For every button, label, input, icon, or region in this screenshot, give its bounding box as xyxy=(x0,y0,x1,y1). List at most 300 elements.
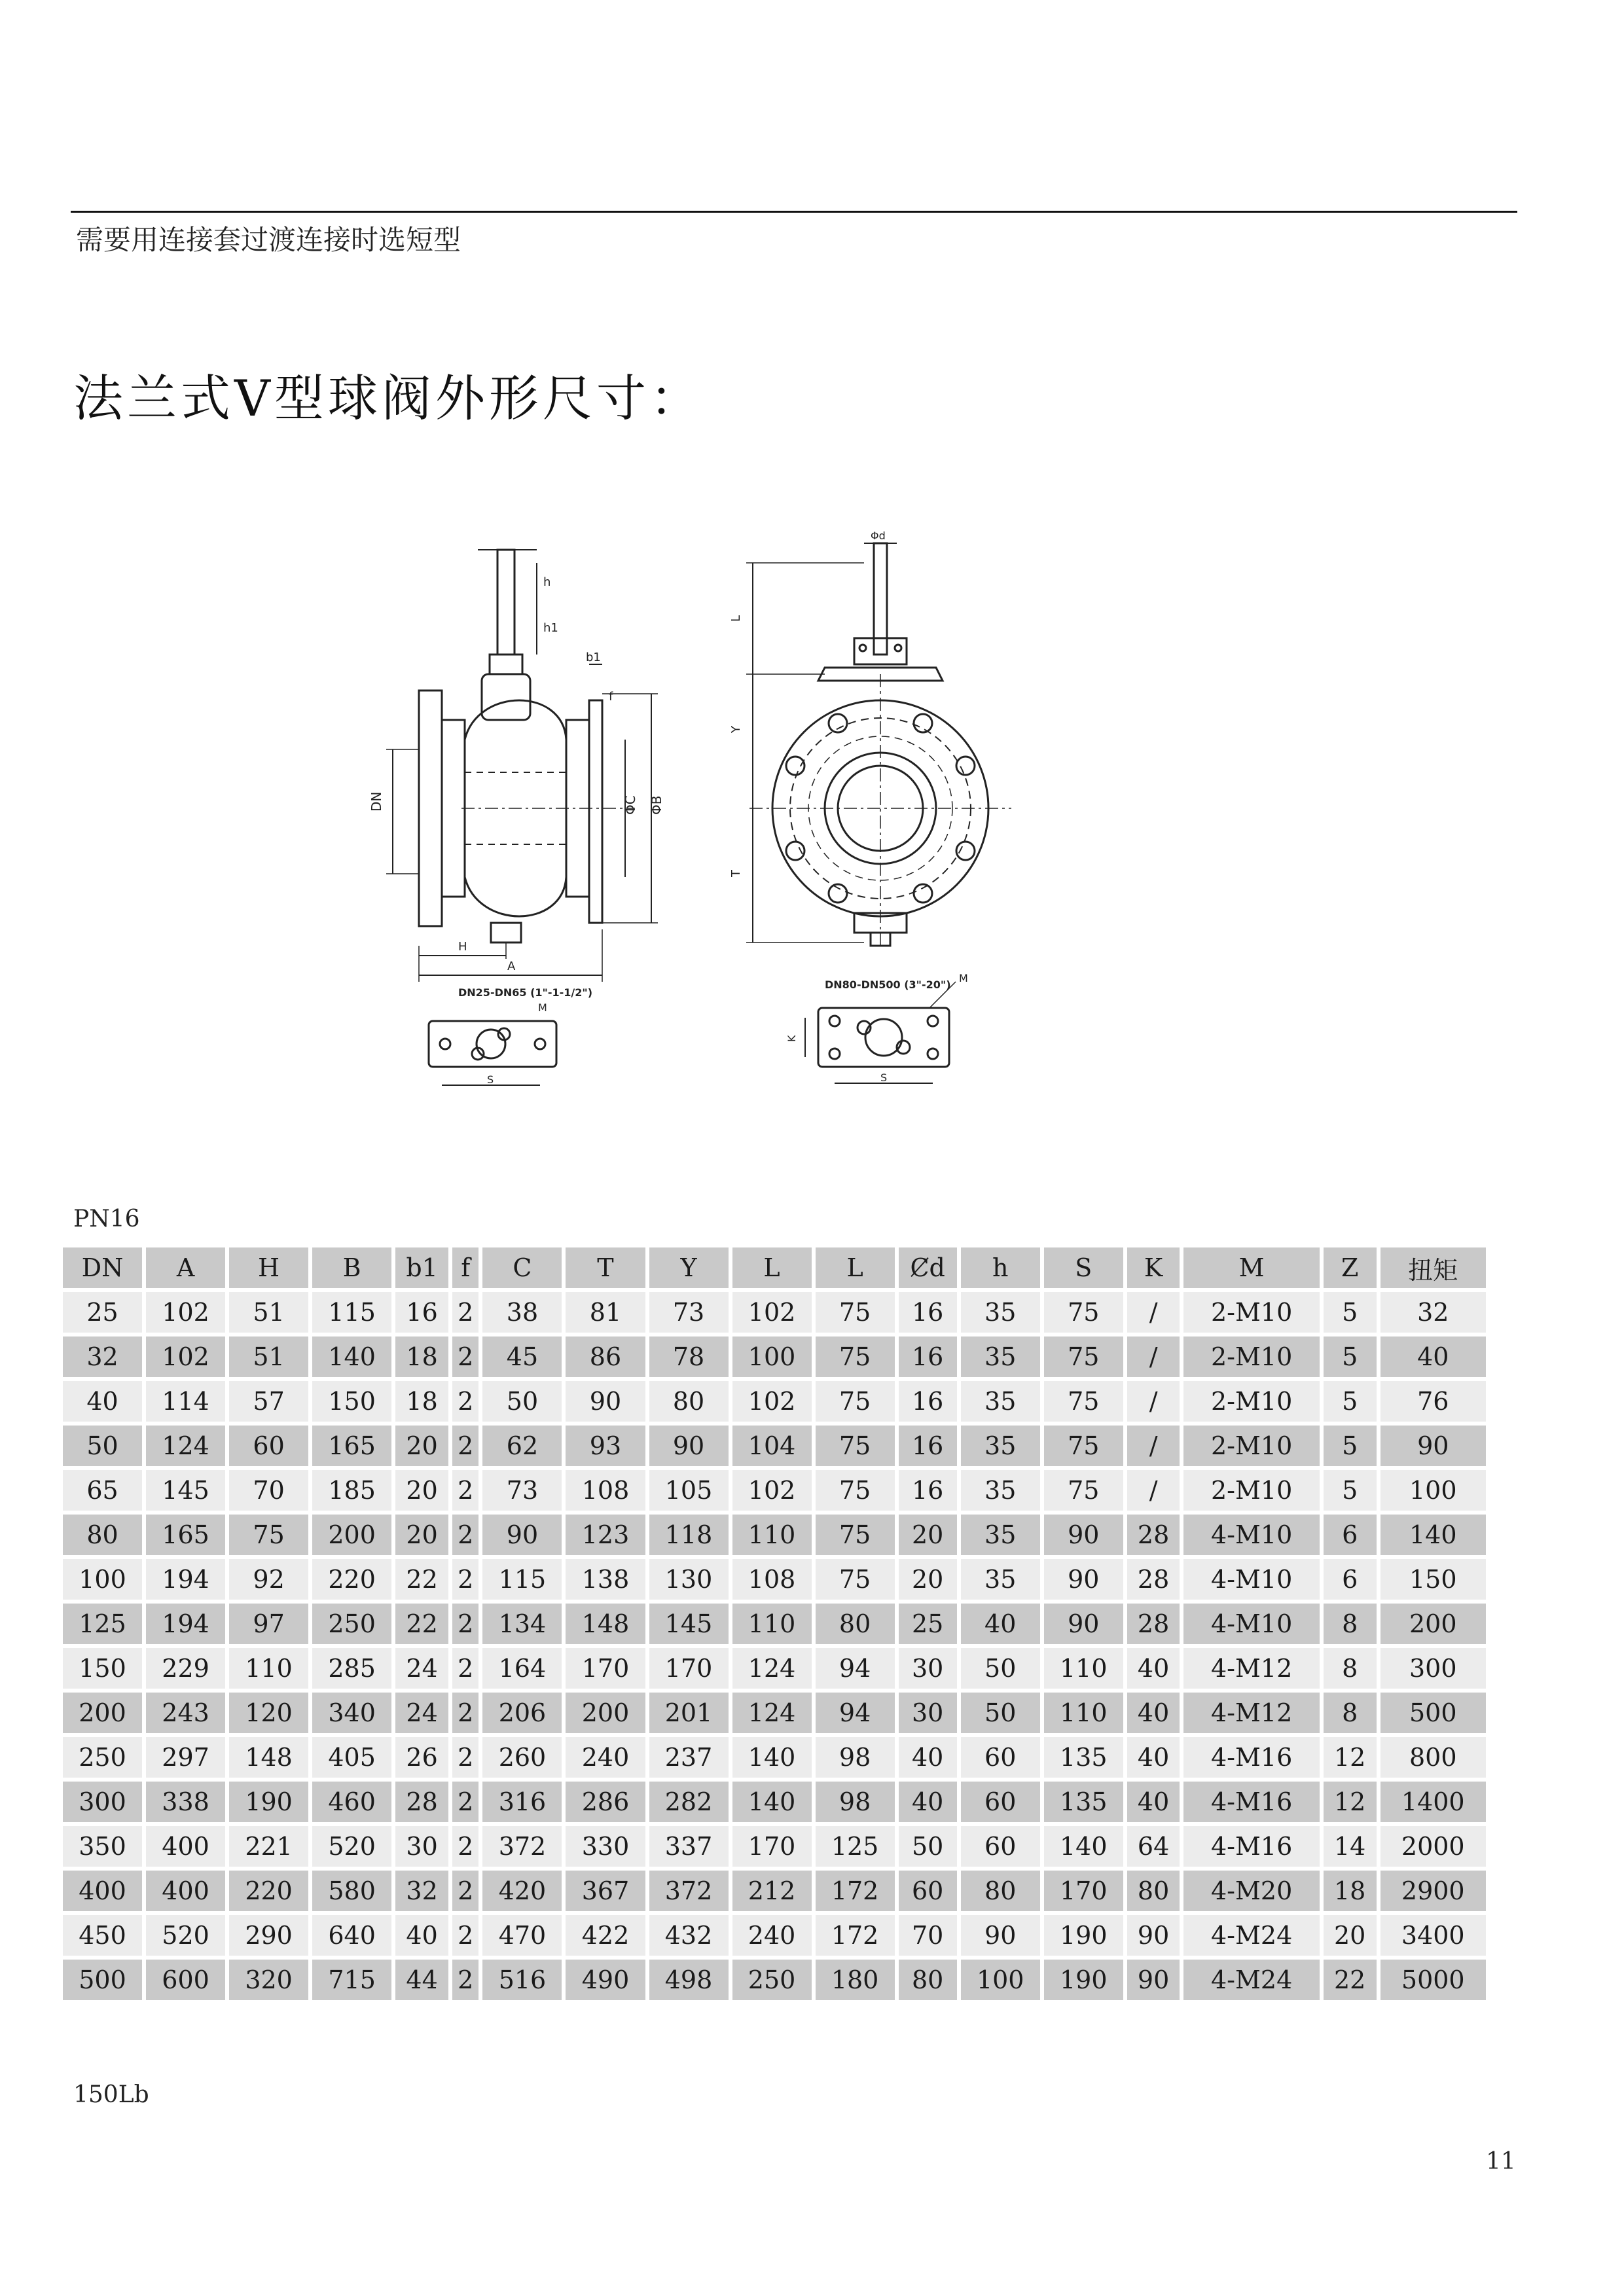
table-cell: 16 xyxy=(899,1381,957,1422)
table-cell: 180 xyxy=(816,1960,895,2000)
table-cell: 1400 xyxy=(1380,1782,1486,1822)
dim-dn: DN xyxy=(369,791,384,812)
table-cell: 108 xyxy=(566,1470,645,1511)
table-cell: 35 xyxy=(961,1470,1040,1511)
section-label-pn16: PN16 xyxy=(73,1206,140,1232)
table-cell: 8 xyxy=(1324,1693,1377,1733)
table-cell: 20 xyxy=(899,1559,957,1600)
table-cell: 520 xyxy=(312,1826,391,1867)
table-cell: 286 xyxy=(566,1782,645,1822)
table-row xyxy=(63,1426,1486,1466)
table-cell: 110 xyxy=(732,1515,812,1555)
table-cell: 70 xyxy=(899,1915,957,1956)
table-cell: 30 xyxy=(395,1826,448,1867)
table-cell: 170 xyxy=(1044,1871,1123,1911)
table-cell: 148 xyxy=(566,1604,645,1644)
table-row xyxy=(63,1782,1486,1822)
table-cell: 30 xyxy=(899,1648,957,1689)
table-cell: 420 xyxy=(482,1871,562,1911)
table-cell: 22 xyxy=(395,1559,448,1600)
table-cell: 22 xyxy=(1324,1960,1377,2000)
dim-h: h xyxy=(543,575,551,589)
table-header-cell: Ȼd xyxy=(899,1247,957,1288)
table-cell: 460 xyxy=(312,1782,391,1822)
table-cell: 5 xyxy=(1324,1470,1377,1511)
table-cell: 102 xyxy=(146,1336,225,1377)
table-cell: 221 xyxy=(229,1826,308,1867)
table-cell: 2 xyxy=(452,1960,478,2000)
table-cell: / xyxy=(1127,1336,1180,1377)
table-cell: 93 xyxy=(566,1426,645,1466)
table-header-cell: f xyxy=(452,1247,478,1288)
table-cell: 2 xyxy=(452,1604,478,1644)
table-cell: 243 xyxy=(146,1693,225,1733)
table-cell: 60 xyxy=(961,1737,1040,1778)
dim-h1: h1 xyxy=(543,621,558,635)
table-cell: 75 xyxy=(1044,1470,1123,1511)
table-cell: 70 xyxy=(229,1470,308,1511)
table-cell: 40 xyxy=(1127,1693,1180,1733)
table-cell: 60 xyxy=(229,1426,308,1466)
table-cell: 123 xyxy=(566,1515,645,1555)
table-body xyxy=(63,1292,1486,2000)
table-cell: 400 xyxy=(146,1871,225,1911)
table-cell: 14 xyxy=(1324,1826,1377,1867)
table-cell: 97 xyxy=(229,1604,308,1644)
table-cell: 102 xyxy=(732,1381,812,1422)
table-header-cell: T xyxy=(566,1247,645,1288)
table-cell: 40 xyxy=(1127,1648,1180,1689)
table-cell: 78 xyxy=(649,1336,729,1377)
table-cell: 40 xyxy=(1127,1737,1180,1778)
table-cell: 28 xyxy=(1127,1604,1180,1644)
table-row xyxy=(63,1336,1486,1377)
table-cell: 94 xyxy=(816,1648,895,1689)
table-cell: 110 xyxy=(732,1604,812,1644)
table-cell: 185 xyxy=(312,1470,391,1511)
table-cell: 35 xyxy=(961,1515,1040,1555)
table-cell: 140 xyxy=(1380,1515,1486,1555)
table-cell: 4-M16 xyxy=(1183,1737,1319,1778)
table-cell: 150 xyxy=(63,1648,142,1689)
table-cell: 172 xyxy=(816,1915,895,1956)
table-cell: 50 xyxy=(961,1648,1040,1689)
table-cell: 5000 xyxy=(1380,1960,1486,2000)
table-cell: 114 xyxy=(146,1381,225,1422)
table-header-cell: H xyxy=(229,1247,308,1288)
table-cell: 80 xyxy=(899,1960,957,2000)
dim-A: A xyxy=(507,960,516,973)
table-header-cell: 扭矩 xyxy=(1380,1247,1486,1288)
table-cell: 2-M10 xyxy=(1183,1381,1319,1422)
table-cell: 25 xyxy=(899,1604,957,1644)
table-header-cell: b1 xyxy=(395,1247,448,1288)
table-cell: 20 xyxy=(899,1515,957,1555)
table-cell: 350 xyxy=(63,1826,142,1867)
table-cell: 115 xyxy=(482,1559,562,1600)
table-cell: / xyxy=(1127,1426,1180,1466)
table-cell: 6 xyxy=(1324,1559,1377,1600)
table-cell: 4-M10 xyxy=(1183,1559,1319,1600)
front-view xyxy=(729,529,1011,1084)
table-cell: 16 xyxy=(899,1470,957,1511)
table-cell: 124 xyxy=(146,1426,225,1466)
table-cell: 90 xyxy=(1127,1960,1180,2000)
table-cell: 2 xyxy=(452,1381,478,1422)
table-cell: 2 xyxy=(452,1559,478,1600)
table-cell: / xyxy=(1127,1381,1180,1422)
table-cell: 120 xyxy=(229,1693,308,1733)
table-cell: 2 xyxy=(452,1426,478,1466)
table-cell: 16 xyxy=(395,1292,448,1333)
table-cell: 20 xyxy=(395,1470,448,1511)
table-cell: 16 xyxy=(899,1426,957,1466)
table-cell: 400 xyxy=(146,1826,225,1867)
table-cell: 4-M16 xyxy=(1183,1826,1319,1867)
table-cell: 100 xyxy=(63,1559,142,1600)
table-cell: 190 xyxy=(1044,1915,1123,1956)
table-cell: 90 xyxy=(961,1915,1040,1956)
table-cell: 4-M10 xyxy=(1183,1515,1319,1555)
table-cell: 200 xyxy=(566,1693,645,1733)
table-cell: 165 xyxy=(146,1515,225,1555)
table-cell: 40 xyxy=(395,1915,448,1956)
table-cell: 2 xyxy=(452,1871,478,1911)
dim-f: f xyxy=(609,690,613,704)
table-cell: 90 xyxy=(1380,1426,1486,1466)
table-cell: 220 xyxy=(312,1559,391,1600)
table-cell: 148 xyxy=(229,1737,308,1778)
table-cell: 26 xyxy=(395,1737,448,1778)
table-cell: 75 xyxy=(1044,1381,1123,1422)
table-cell: 520 xyxy=(146,1915,225,1956)
table-row xyxy=(63,1292,1486,1333)
table-cell: 100 xyxy=(732,1336,812,1377)
table-cell: 90 xyxy=(1044,1515,1123,1555)
table-cell: 28 xyxy=(395,1782,448,1822)
table-cell: 81 xyxy=(566,1292,645,1333)
caption-left: DN25-DN65 (1"-1-1/2") xyxy=(458,986,593,999)
table-cell: 124 xyxy=(732,1648,812,1689)
table-header-cell: Z xyxy=(1324,1247,1377,1288)
table-cell: 138 xyxy=(566,1559,645,1600)
table-cell: 80 xyxy=(649,1381,729,1422)
table-cell: 90 xyxy=(1044,1559,1123,1600)
caption-right: DN80-DN500 (3"-20") xyxy=(825,978,951,991)
table-cell: 282 xyxy=(649,1782,729,1822)
table-cell: 76 xyxy=(1380,1381,1486,1422)
table-cell: 8 xyxy=(1324,1604,1377,1644)
table-cell: 100 xyxy=(1380,1470,1486,1511)
table-cell: 40 xyxy=(63,1381,142,1422)
section-label-150lb: 150Lb xyxy=(73,2081,149,2108)
table-cell: 51 xyxy=(229,1292,308,1333)
table-cell: 432 xyxy=(649,1915,729,1956)
table-header-cell: B xyxy=(312,1247,391,1288)
header-rule xyxy=(71,211,1517,213)
table-cell: 6 xyxy=(1324,1515,1377,1555)
table-cell: 18 xyxy=(395,1381,448,1422)
table-cell: 285 xyxy=(312,1648,391,1689)
table-cell: 340 xyxy=(312,1693,391,1733)
table-cell: 22 xyxy=(395,1604,448,1644)
table-cell: 35 xyxy=(961,1559,1040,1600)
table-cell: 600 xyxy=(146,1960,225,2000)
table-cell: 90 xyxy=(649,1426,729,1466)
dim-M-right: M xyxy=(959,972,968,984)
table-cell: 190 xyxy=(1044,1960,1123,2000)
table-cell: 90 xyxy=(482,1515,562,1555)
table-cell: 75 xyxy=(816,1292,895,1333)
table-cell: 4-M20 xyxy=(1183,1871,1319,1911)
table-cell: 135 xyxy=(1044,1737,1123,1778)
table-cell: 104 xyxy=(732,1426,812,1466)
table-cell: 28 xyxy=(1127,1559,1180,1600)
table-cell: 2 xyxy=(452,1915,478,1956)
table-cell: 75 xyxy=(816,1559,895,1600)
table-cell: 73 xyxy=(482,1470,562,1511)
table-cell: 2-M10 xyxy=(1183,1292,1319,1333)
table-row xyxy=(63,1604,1486,1644)
table-cell: / xyxy=(1127,1470,1180,1511)
table-cell: 5 xyxy=(1324,1381,1377,1422)
table-cell: 150 xyxy=(1380,1559,1486,1600)
table-cell: 75 xyxy=(1044,1426,1123,1466)
table-cell: 75 xyxy=(229,1515,308,1555)
table-cell: 40 xyxy=(899,1737,957,1778)
table-cell: 2 xyxy=(452,1292,478,1333)
table-cell: 200 xyxy=(1380,1604,1486,1644)
table-cell: 35 xyxy=(961,1381,1040,1422)
table-row xyxy=(63,1470,1486,1511)
table-cell: 170 xyxy=(732,1826,812,1867)
table-cell: 110 xyxy=(229,1648,308,1689)
table-cell: 102 xyxy=(732,1470,812,1511)
table-header-cell: L xyxy=(816,1247,895,1288)
table-cell: 290 xyxy=(229,1915,308,1956)
table-header-cell: K xyxy=(1127,1247,1180,1288)
table-cell: 490 xyxy=(566,1960,645,2000)
table-cell: 38 xyxy=(482,1292,562,1333)
table-cell: 98 xyxy=(816,1782,895,1822)
valve-drawing xyxy=(367,524,1106,1126)
table-cell: 135 xyxy=(1044,1782,1123,1822)
table-cell: 92 xyxy=(229,1559,308,1600)
dim-phi-d: Φd xyxy=(871,529,886,542)
table-cell: 30 xyxy=(899,1693,957,1733)
table-cell: 35 xyxy=(961,1292,1040,1333)
table-cell: 75 xyxy=(1044,1336,1123,1377)
table-cell: 206 xyxy=(482,1693,562,1733)
table-cell: 16 xyxy=(899,1292,957,1333)
table-cell: 80 xyxy=(961,1871,1040,1911)
table-cell: 400 xyxy=(63,1871,142,1911)
table-cell: 2000 xyxy=(1380,1826,1486,1867)
table-cell: 75 xyxy=(816,1426,895,1466)
table-cell: 316 xyxy=(482,1782,562,1822)
table-cell: 45 xyxy=(482,1336,562,1377)
table-cell: 240 xyxy=(732,1915,812,1956)
table-cell: 140 xyxy=(732,1737,812,1778)
table-cell: 715 xyxy=(312,1960,391,2000)
table-cell: 50 xyxy=(482,1381,562,1422)
table-cell: 18 xyxy=(395,1336,448,1377)
table-cell: 372 xyxy=(482,1826,562,1867)
dim-L: L xyxy=(729,615,743,622)
table-cell: 200 xyxy=(63,1693,142,1733)
table-cell: 50 xyxy=(899,1826,957,1867)
table-cell: 18 xyxy=(1324,1871,1377,1911)
table-cell: 50 xyxy=(63,1426,142,1466)
table-cell: 90 xyxy=(566,1381,645,1422)
table-row xyxy=(63,1826,1486,1867)
table-cell: 4-M12 xyxy=(1183,1648,1319,1689)
table-cell: 80 xyxy=(63,1515,142,1555)
table-cell: 150 xyxy=(312,1381,391,1422)
table-cell: 12 xyxy=(1324,1782,1377,1822)
table-cell: 98 xyxy=(816,1737,895,1778)
table-cell: 4-M12 xyxy=(1183,1693,1319,1733)
table-cell: 250 xyxy=(312,1604,391,1644)
table-cell: 51 xyxy=(229,1336,308,1377)
table-cell: 64 xyxy=(1127,1826,1180,1867)
table-cell: 250 xyxy=(732,1960,812,2000)
table-cell: 60 xyxy=(899,1871,957,1911)
table-cell: 4-M24 xyxy=(1183,1960,1319,2000)
table-cell: 190 xyxy=(229,1782,308,1822)
table-cell: 40 xyxy=(1380,1336,1486,1377)
table-cell: 2 xyxy=(452,1515,478,1555)
table-cell: 2 xyxy=(452,1648,478,1689)
table-cell: 60 xyxy=(961,1826,1040,1867)
table-cell: 125 xyxy=(816,1826,895,1867)
table-cell: 405 xyxy=(312,1737,391,1778)
table-cell: 4-M10 xyxy=(1183,1604,1319,1644)
table-cell: 2 xyxy=(452,1782,478,1822)
dim-S-right: S xyxy=(880,1071,888,1084)
table-header-cell: L xyxy=(732,1247,812,1288)
table-cell: 20 xyxy=(1324,1915,1377,1956)
table-cell: 3400 xyxy=(1380,1915,1486,1956)
table-cell: 134 xyxy=(482,1604,562,1644)
table-cell: 62 xyxy=(482,1426,562,1466)
table-cell: 25 xyxy=(63,1292,142,1333)
table-cell: 130 xyxy=(649,1559,729,1600)
table-cell: 16 xyxy=(899,1336,957,1377)
table-cell: 194 xyxy=(146,1604,225,1644)
table-cell: 75 xyxy=(816,1470,895,1511)
table-cell: 102 xyxy=(146,1292,225,1333)
table-row xyxy=(63,1648,1486,1689)
table-cell: 164 xyxy=(482,1648,562,1689)
table-row xyxy=(63,1737,1486,1778)
table-row xyxy=(63,1381,1486,1422)
dim-H: H xyxy=(458,940,467,954)
table-cell: 2900 xyxy=(1380,1871,1486,1911)
side-view xyxy=(369,550,664,1086)
table-cell: 580 xyxy=(312,1871,391,1911)
dim-phi-b: ΦB xyxy=(649,795,664,815)
table-cell: 65 xyxy=(63,1470,142,1511)
table-row xyxy=(63,1871,1486,1911)
dim-K: K xyxy=(785,1035,798,1042)
table-cell: 124 xyxy=(732,1693,812,1733)
table-cell: 118 xyxy=(649,1515,729,1555)
table-cell: 145 xyxy=(649,1604,729,1644)
dimension-table xyxy=(59,1244,1490,2004)
table-cell: 300 xyxy=(1380,1648,1486,1689)
table-cell: 800 xyxy=(1380,1737,1486,1778)
table-cell: 86 xyxy=(566,1336,645,1377)
table-cell: 200 xyxy=(312,1515,391,1555)
table-cell: 422 xyxy=(566,1915,645,1956)
table-cell: 500 xyxy=(1380,1693,1486,1733)
table-cell: 60 xyxy=(961,1782,1040,1822)
table-cell: 32 xyxy=(395,1871,448,1911)
table-cell: 140 xyxy=(1044,1826,1123,1867)
table-cell: 2 xyxy=(452,1737,478,1778)
table-cell: 2-M10 xyxy=(1183,1426,1319,1466)
table-cell: 57 xyxy=(229,1381,308,1422)
table-header-cell: A xyxy=(146,1247,225,1288)
table-cell: 20 xyxy=(395,1515,448,1555)
table-cell: 212 xyxy=(732,1871,812,1911)
table-cell: 330 xyxy=(566,1826,645,1867)
table-cell: 5 xyxy=(1324,1426,1377,1466)
table-cell: 35 xyxy=(961,1426,1040,1466)
table-header-cell: DN xyxy=(63,1247,142,1288)
table-cell: 110 xyxy=(1044,1693,1123,1733)
dim-S-left: S xyxy=(487,1073,494,1086)
table-cell: 320 xyxy=(229,1960,308,2000)
table-cell: 80 xyxy=(816,1604,895,1644)
table-cell: 125 xyxy=(63,1604,142,1644)
table-cell: 170 xyxy=(566,1648,645,1689)
table-cell: 500 xyxy=(63,1960,142,2000)
table-cell: 80 xyxy=(1127,1871,1180,1911)
table-cell: 100 xyxy=(961,1960,1040,2000)
table-cell: 108 xyxy=(732,1559,812,1600)
table-cell: 90 xyxy=(1044,1604,1123,1644)
table-cell: 237 xyxy=(649,1737,729,1778)
table-row xyxy=(63,1915,1486,1956)
table-cell: 220 xyxy=(229,1871,308,1911)
table-cell: 2 xyxy=(452,1336,478,1377)
table-cell: 260 xyxy=(482,1737,562,1778)
table-cell: 32 xyxy=(1380,1292,1486,1333)
dim-b1: b1 xyxy=(586,651,601,664)
dim-T: T xyxy=(729,870,743,877)
table-cell: 140 xyxy=(312,1336,391,1377)
table-cell: 145 xyxy=(146,1470,225,1511)
table-cell: 20 xyxy=(395,1426,448,1466)
table-cell: 2-M10 xyxy=(1183,1470,1319,1511)
table-cell: 110 xyxy=(1044,1648,1123,1689)
table-cell: 470 xyxy=(482,1915,562,1956)
table-cell: 338 xyxy=(146,1782,225,1822)
table-cell: 229 xyxy=(146,1648,225,1689)
table-cell: 102 xyxy=(732,1292,812,1333)
table-cell: 165 xyxy=(312,1426,391,1466)
table-cell: 337 xyxy=(649,1826,729,1867)
table-cell: 12 xyxy=(1324,1737,1377,1778)
table-cell: 5 xyxy=(1324,1292,1377,1333)
table-cell: 73 xyxy=(649,1292,729,1333)
dim-Y: Y xyxy=(729,726,743,733)
table-cell: 250 xyxy=(63,1737,142,1778)
table-cell: / xyxy=(1127,1292,1180,1333)
table-cell: 450 xyxy=(63,1915,142,1956)
